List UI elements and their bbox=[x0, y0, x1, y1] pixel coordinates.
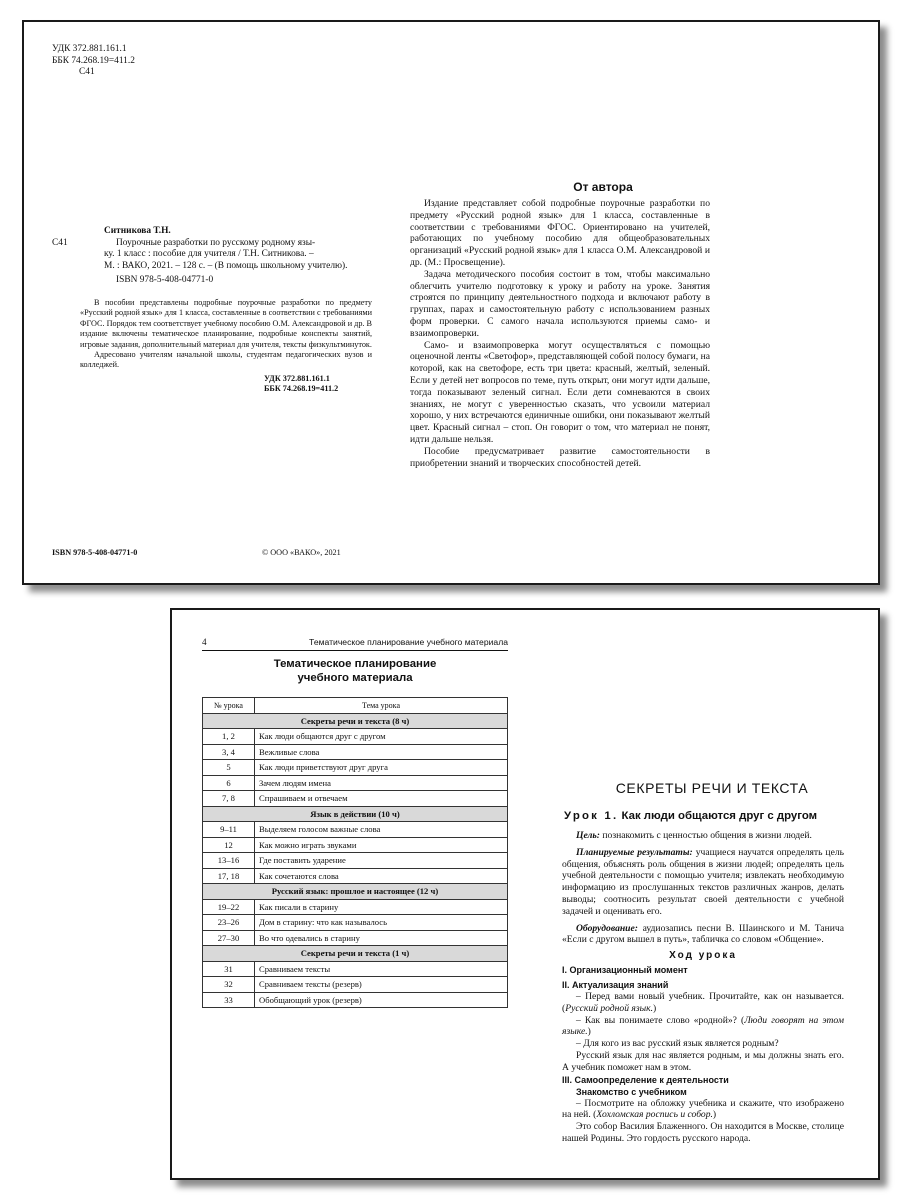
paragraph: Само- и взаимопроверка могут осуществляться с помощью оценочной ленты «Светофор», представляющей собой полосу бумаги, на которой, как на светофоре, есть три цвета: красный, желтый, зеленый. Если у детей нет вопросов по теме, путь открыт, они могут идти дальше, тогда показывают зеленый сигнал. Если дети сомневаются в своих знаниях, не могут с уверенностью сказать, что усвоили материал хорошо, у них встречаются единичные ошибки, они показывают желтый цвет. Красный сигнал – стоп. Он говорит о том, что материал не понят, идти дальше нельзя. bbox=[410, 339, 710, 445]
book-spread-lesson bbox=[170, 608, 880, 1180]
card-bbk: ББК 74.268.19=411.2 bbox=[264, 384, 339, 394]
lesson-number-cell: 3, 4 bbox=[203, 744, 255, 760]
bbk-code: ББК 74.268.19=411.2 bbox=[52, 55, 135, 66]
card-line-1: Поурочные разработки по русскому родному язы- bbox=[116, 237, 316, 248]
lesson-results bbox=[562, 847, 844, 918]
lesson-number-cell: 33 bbox=[203, 992, 255, 1008]
card-udk: УДК 372.881.161.1 bbox=[264, 374, 330, 383]
table-row bbox=[203, 837, 508, 853]
plan-title-line: Тематическое планирование bbox=[273, 658, 437, 670]
lesson-topic-cell: Спрашиваем и отвечаем bbox=[255, 791, 508, 807]
stage-heading: III. Самоопределение к деятельности bbox=[562, 1074, 729, 1085]
lesson-number-cell: 19–22 bbox=[203, 899, 255, 915]
dialogue-line bbox=[562, 1015, 844, 1039]
classification-codes bbox=[52, 44, 135, 79]
footer-copyright: © ООО «ВАКО», 2021 bbox=[262, 548, 341, 557]
lesson-number-cell: 13–16 bbox=[203, 853, 255, 869]
footer-isbn: ISBN 978-5-408-04771-0 bbox=[52, 548, 138, 557]
from-author-heading: От автора bbox=[573, 180, 633, 194]
lesson-title bbox=[564, 810, 864, 822]
lesson-number-cell: 6 bbox=[203, 775, 255, 791]
lesson-number-cell: 31 bbox=[203, 961, 255, 977]
section-cell: Язык в действии (10 ч) bbox=[203, 806, 508, 822]
results-label: Планируемые результаты: bbox=[576, 846, 693, 858]
table-row bbox=[203, 775, 508, 791]
dialogue-text: ) bbox=[587, 1026, 591, 1038]
table-section-row bbox=[203, 713, 508, 729]
summary-text: В пособии представлены подробные поурочные разработки по предмету «Русский родной язык» для 1 класса, составленные в соответствии с требованиями ФГОС. Порядок тем соответствует учебному пособию О.М. Александровой и др. В издание включены тематическое планирование, подробные конспекты занятий, игровые задания, дополнительный материал для учителя, тексты физкультминуток. bbox=[80, 298, 372, 349]
equipment-text: аудиозапись песни В. Шаинского и М. Танича «Если с другом вышел в путь», табличка со словом «Общение». bbox=[562, 922, 844, 946]
lesson-label: Урок 1. bbox=[564, 810, 619, 822]
card-author: Ситникова Т.Н. bbox=[104, 226, 171, 236]
goal-text: познакомить с ценностью общения в жизни людей. bbox=[599, 830, 812, 841]
lesson-number-cell: 17, 18 bbox=[203, 868, 255, 884]
lesson-topic-cell: Как люди приветствуют друг друга bbox=[255, 760, 508, 776]
book-spread-imprint bbox=[22, 20, 880, 585]
summary-audience: Адресовано учителям начальной школы, студентам педагогических вузов и колледжей. bbox=[80, 350, 372, 370]
paragraph: Задача методического пособия состоит в том, чтобы максимально облегчить учителю подготовку к уроку и работу на уроке. Занятия строятся по принципу деятельностного подхода и включают работу в группах, парах и самостоятельную работу с использованием разных форм проверки. С самого начала используются приемы само- и взаимопроверки. bbox=[410, 268, 710, 339]
subheading: Знакомство с учебником bbox=[576, 1086, 687, 1097]
lesson-number-cell: 12 bbox=[203, 837, 255, 853]
plan-table bbox=[202, 697, 508, 1008]
card-codes bbox=[264, 374, 338, 395]
card-line-3: М. : ВАКО, 2021. – 128 с. – (В помощь школьному учителю). bbox=[104, 260, 348, 271]
dialogue-answer: Люди говорят на этом языке. bbox=[562, 1014, 844, 1038]
lesson-topic-cell: Дом в старину: что как называлось bbox=[255, 915, 508, 931]
lesson-number-cell: 9–11 bbox=[203, 822, 255, 838]
section-cell: Секреты речи и текста (1 ч) bbox=[203, 946, 508, 962]
header-num: № урока bbox=[203, 698, 255, 714]
lesson-number-cell: 23–26 bbox=[203, 915, 255, 931]
lesson-topic-cell: Где поставить ударение bbox=[255, 853, 508, 869]
dialogue-line bbox=[562, 1098, 844, 1122]
lesson-topic-cell: Во что одевались в старину bbox=[255, 930, 508, 946]
card-isbn: ISBN 978-5-408-04771-0 bbox=[116, 275, 214, 286]
table-section-row bbox=[203, 806, 508, 822]
table-body bbox=[203, 713, 508, 1008]
table-section-row bbox=[203, 946, 508, 962]
stage-heading: I. Организационный момент bbox=[562, 964, 688, 975]
table-section-row bbox=[203, 884, 508, 900]
course-heading: Ход урока bbox=[669, 950, 737, 962]
dialogue-line bbox=[562, 991, 844, 1015]
running-head bbox=[202, 636, 508, 651]
lesson-number-cell: 32 bbox=[203, 977, 255, 993]
paragraph: Русский язык для нас является родным, и мы должны знать его. А учебник поможет нам в этом. bbox=[562, 1049, 844, 1073]
dialogue-answer: Русский родной язык. bbox=[565, 1002, 653, 1014]
lesson-number-cell: 7, 8 bbox=[203, 791, 255, 807]
paragraph: Издание представляет собой подробные поурочные разработки по предмету «Русский родной язык» для 1 класса, составленные в соответствии с требованиями ФГОС. Ориентировано на учителей, работающих по учебному пособию для общеобразовательных организаций «Русский родной язык» для 1 класса О.М. Александровой и др. (М.: Просвещение). bbox=[410, 198, 710, 268]
author-cipher: С41 bbox=[79, 67, 95, 78]
lesson-topic-cell: Как сочетаются слова bbox=[255, 868, 508, 884]
table-row bbox=[203, 992, 508, 1008]
section-cell: Русский язык: прошлое и настоящее (12 ч) bbox=[203, 884, 508, 900]
lesson-topic-cell: Как можно играть звуками bbox=[255, 837, 508, 853]
table-row bbox=[203, 791, 508, 807]
table-row bbox=[203, 853, 508, 869]
lesson-name: Как люди общаются друг с другом bbox=[621, 810, 818, 822]
lesson-number-cell: 5 bbox=[203, 760, 255, 776]
lesson-body bbox=[562, 830, 844, 1145]
header-topic: Тема урока bbox=[255, 698, 508, 714]
table-row bbox=[203, 744, 508, 760]
running-head-title: Тематическое планирование учебного материала bbox=[309, 637, 508, 647]
plan-title-line: учебного материала bbox=[297, 671, 413, 684]
lesson-topic-cell: Как писали в старину bbox=[255, 899, 508, 915]
udk-code: УДК 372.881.161.1 bbox=[52, 44, 127, 54]
dialogue-text: – Перед вами новый учебник. Прочитайте, как он называется. ( bbox=[562, 990, 844, 1014]
paragraph: Пособие предусматривает развитие самостоятельности в приобретении знаний и творческих способностей детей. bbox=[410, 445, 710, 469]
lesson-topic-cell: Выделяем голосом важные слова bbox=[255, 822, 508, 838]
section-title: СЕКРЕТЫ РЕЧИ И ТЕКСТА bbox=[615, 780, 809, 796]
from-author-text bbox=[410, 198, 710, 469]
table-row bbox=[203, 899, 508, 915]
dialogue-text: ) bbox=[652, 1002, 657, 1014]
dialogue-text: – Посмотрите на обложку учебника и скажите, что изображено на ней. ( bbox=[562, 1097, 844, 1121]
goal-label: Цель: bbox=[576, 830, 600, 841]
card-cipher: С41 bbox=[52, 237, 68, 248]
card-line-2: ку. 1 класс : пособие для учителя / Т.Н. Ситникова. – bbox=[104, 249, 314, 260]
stage-heading: II. Актуализация знаний bbox=[562, 979, 669, 990]
table-row bbox=[203, 930, 508, 946]
dialogue-text: ) bbox=[712, 1109, 717, 1121]
equipment-label: Оборудование: bbox=[576, 922, 638, 934]
book-summary bbox=[80, 298, 372, 371]
library-card bbox=[52, 226, 372, 287]
lesson-topic-cell: Вежливые слова bbox=[255, 744, 508, 760]
lesson-topic-cell: Как люди общаются друг с другом bbox=[255, 729, 508, 745]
lesson-topic-cell: Обобщающий урок (резерв) bbox=[255, 992, 508, 1008]
table-row bbox=[203, 760, 508, 776]
lesson-topic-cell: Зачем людям имена bbox=[255, 775, 508, 791]
lesson-topic-cell: Сравниваем тексты (резерв) bbox=[255, 977, 508, 993]
table-row bbox=[203, 961, 508, 977]
lesson-equipment bbox=[562, 923, 844, 947]
table-row bbox=[203, 915, 508, 931]
table-header-row bbox=[203, 698, 508, 714]
table-row bbox=[203, 822, 508, 838]
dialogue-text: – Как вы понимаете слово «родной»? ( bbox=[576, 1014, 745, 1026]
table-row bbox=[203, 868, 508, 884]
table-row bbox=[203, 729, 508, 745]
section-cell: Секреты речи и текста (8 ч) bbox=[203, 713, 508, 729]
table-row bbox=[203, 977, 508, 993]
lesson-number-cell: 1, 2 bbox=[203, 729, 255, 745]
paragraph: Это собор Василия Блаженного. Он находится в Москве, столице нашей Родины. Это гордость русского народа. bbox=[562, 1121, 844, 1144]
lesson-goal bbox=[562, 830, 844, 842]
page-number: 4 bbox=[202, 637, 207, 647]
dialogue-line: – Для кого из вас русский язык является родным? bbox=[576, 1038, 779, 1050]
plan-title bbox=[202, 658, 508, 685]
results-text: учащиеся научатся определять цель общения, объяснять роль общения в жизни людей; определять цель учебной деятельности с помощью учителя; извлекать необходимую информацию из прослушанных текстов различных жанров, делать выводы; соотносить результат своей деятельности с учебной задачей и оценивать его. bbox=[562, 846, 844, 917]
lesson-topic-cell: Сравниваем тексты bbox=[255, 961, 508, 977]
dialogue-answer: Хохломская роспись и собор. bbox=[596, 1109, 713, 1121]
lesson-number-cell: 27–30 bbox=[203, 930, 255, 946]
